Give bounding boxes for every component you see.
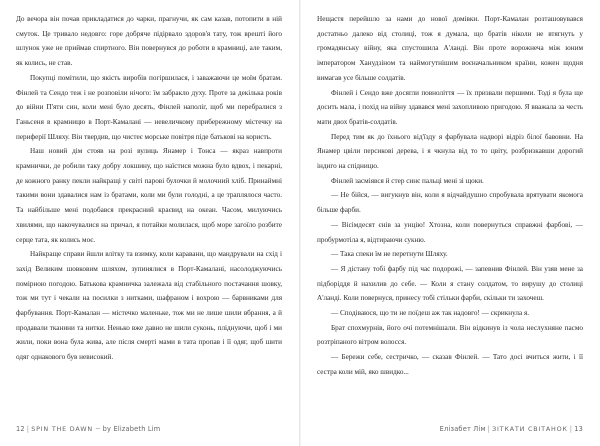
right-paragraph-7: — Така спеки їм не перетнути Шляху. bbox=[331, 250, 448, 259]
left-author: by Elizabeth Lim bbox=[102, 425, 161, 433]
book-gutter bbox=[299, 0, 301, 446]
left-paragraph-1: До вечора він почав прикладатися до чарки, прагнучи, як сам казав, потопити в ній смуток. Це тривало недовго: горе добряче підірвало здоров'я тату, тож врешті його шлунок уже не приймав спиртного. Він повернувся до роботи в крамниці, але таким, як колись, не став. bbox=[16, 15, 282, 68]
right-paragraph-5: — Не бійся, — вигукнув він, коли я відчайдушно спробувала врятувати якомога більше фарби. bbox=[317, 191, 583, 215]
right-paragraph-1: Нещастя перейшло за нами до нової домівки. Порт-Камалан розташовувався достатньо далеко від столиці, тож я думала, що братів ніколи не втягнуть у громадянську війну, яка спустошила А'ланді. Він проте ворожнеча між юним імператором Ханудзіном та наймогутнішим воєначальником країни, кожен щодня вимагав усе більше солдатів. bbox=[317, 15, 583, 82]
left-book-title: SPIN THE DAWN bbox=[31, 425, 93, 433]
left-page-number: 12 bbox=[16, 425, 25, 433]
left-paragraph-2: Покупці помітили, що якість виробів погіршилася, і заважаючи це моїм братам. Фінлей та Сендо теж і не розповіли нічого: їм забракло духу. Проте за декілька років до війни П'яти син, коли мені було десять, Фінлей наполіг, щоб ми перебралися з Ганьсеня в крамницю в Порт-Камалані — невеличкому прибережному містечку на периферії Шляху. Він твердив, що чистеє морське повітря піде батькові на користь. bbox=[16, 73, 282, 141]
left-page bbox=[16, 12, 282, 365]
right-paragraph-2: Фінлей і Сендо вже досягли повноліття — їх призвали першими. Тоді я була ще досить мала, і похід на війну здавався мені захопливою пригодою. Я вважала за честь мати двох братів-солдатів. bbox=[317, 88, 583, 126]
right-paragraph-6: — Вісімдесят єнів за унцію! Хтозна, коли повернуться справжні фарбові, — пробурмотіла я, відтираючи сукню. bbox=[317, 220, 583, 244]
right-paragraph-11: — Бережи себе, сестричко, — сказав Фінлей. — Тато досі вчиться жити, і її сестра коли мій, яко швидко... bbox=[317, 353, 583, 376]
left-paragraph-3: Наш новий дім стояв на розі вулиць Янамер і Тонса — якраз навпроти крамнички, де робили таку добру локшину, що наїстися можна було вдвох, і пекарні, де кожного ранку пекли найкращі у світі парові булочки й молочний хліб. Принаймні такими вони здавалися нам із братами, коли ми були голодні, а це траплялося часто. Та найбільше мені подобався прекрасний краєвид на океан. Часом, милуючись хвилями, що накочувалися на причал, я потайки молилася, щоб море загоїло розбите серце тата, як колись моє. bbox=[16, 147, 282, 244]
right-paragraph-4: Фінлей засміявся й стер синє пальці мені зі щоки. bbox=[331, 176, 484, 185]
right-paragraph-3: Перед тим як до їхнього від'їзду я фарбувала надворі відріз білої бавовни. На Янамер цвіли персикові дерева, і я чкнула від то то цвіту, розбризкавши дорогий індиго на спідницю. bbox=[317, 132, 583, 171]
right-page bbox=[317, 12, 583, 380]
right-book-title: ЗІТКАТИ СВІТАНОК bbox=[492, 425, 568, 433]
right-paragraph-10: Брат спохмурнів, його очі потемнішали. Він відкинув із чола неслухняне пасмо розтріпаного вітром волосся. bbox=[317, 323, 583, 347]
left-footer: 12 | SPIN THE DAWN ~ by Elizabeth Lim bbox=[16, 425, 161, 433]
left-paragraph-4: Найкраще справи йшли влітку та взимку, коли каравани, що мандрували на схід і захід Великим шовковим шляхом, зупинялися в Порт-Камалані, насолоджуючись помірною погодою. Батькова крамничка залежала від стабільного постачання шовку, тож ми тут і чекали на посилки з нитками, шафраном і вохрою — барвниками для фарбування. Порт-Камалан — містечко маленьке, тож ми не лише шили вбрання, а й продавали тканини та нитки. Ненько вже давно не шили суконь, пліднуючи, щоб і ми жили, поки вона була жива, але після смерті мами в тата пропав і її одяг, щоб шити одяг однакового був невисокий. bbox=[16, 250, 282, 362]
right-author: Елізабет Лім bbox=[439, 425, 486, 433]
right-footer: Елізабет Лім | ЗІТКАТИ СВІТАНОК | 13 bbox=[439, 425, 583, 433]
right-paragraph-9: — Сподіваюся, що ти не поїдеш аж так надовго! — скрикнула я. bbox=[331, 309, 530, 318]
right-page-number: 13 bbox=[574, 425, 583, 433]
right-paragraph-8: — Я дістану тобі фарбу під час подорожі, — запевнив Фінлей. Він узяв мене за підборіддя й нахилив до себе. — Коли я стану солдатом, то вирушу до столиці А'ланді. Коли повернуся, принесу тобі стільки фарби, скільки ти захочеш. bbox=[317, 264, 583, 303]
